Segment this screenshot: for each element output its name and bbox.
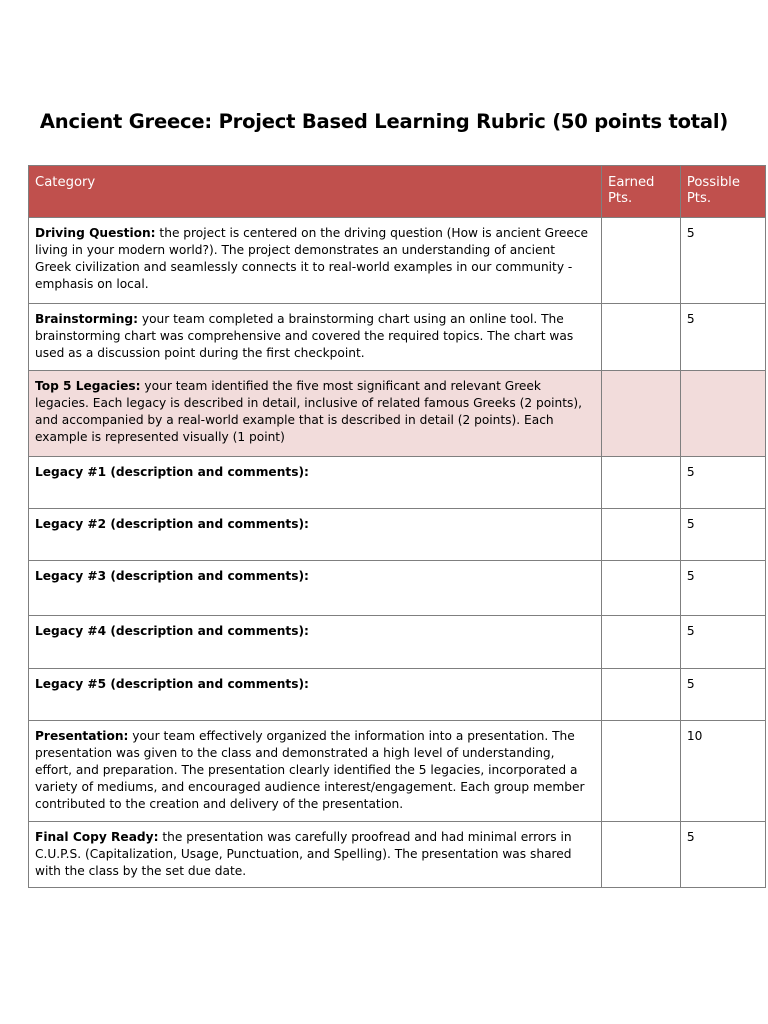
earned-pts-cell[interactable]: [601, 561, 680, 616]
possible-pts-cell: 5: [680, 561, 765, 616]
table-row-legacy-4: [29, 616, 766, 669]
row-description: the project is centered on the driving question (How is ancient Greece living in your modern world?). The project demonstrates an understanding of ancient Greek civilization and seamlessly connects it to real-world examples in our community - emphasis on local.: [35, 226, 589, 291]
table-row-legacy-1: [29, 457, 766, 509]
category-cell: [29, 371, 602, 457]
row-heading: Final Copy Ready:: [35, 830, 159, 844]
earned-pts-cell[interactable]: [601, 509, 680, 561]
earned-pts-cell[interactable]: [601, 721, 680, 822]
possible-pts-cell: 5: [680, 218, 765, 304]
earned-pts-cell[interactable]: [601, 616, 680, 669]
header-possible-pts: Possible Pts.: [680, 166, 765, 218]
earned-pts-cell[interactable]: [601, 669, 680, 721]
earned-pts-cell[interactable]: [601, 822, 680, 888]
category-cell: [29, 218, 602, 304]
row-heading: Legacy #5 (description and comments):: [35, 677, 309, 691]
row-heading: Top 5 Legacies:: [35, 379, 141, 393]
table-row-driving-question: [29, 218, 766, 304]
table-row-brainstorming: [29, 304, 766, 371]
header-earned-pts: Earned Pts.: [601, 166, 680, 218]
earned-pts-cell[interactable]: [601, 371, 680, 457]
table-row-legacy-5: [29, 669, 766, 721]
possible-pts-cell: 5: [680, 822, 765, 888]
header-category: Category: [29, 166, 602, 218]
table-row-legacy-2: [29, 509, 766, 561]
table-row-final-copy-ready: [29, 822, 766, 888]
possible-pts-cell: 10: [680, 721, 765, 822]
possible-pts-cell: 5: [680, 457, 765, 509]
possible-pts-cell: 5: [680, 509, 765, 561]
earned-pts-cell[interactable]: [601, 218, 680, 304]
row-description: your team completed a brainstorming chart using an online tool. The brainstorming chart was comprehensive and covered the required topics. The chart was used as a discussion point during the first checkpoint.: [35, 312, 574, 360]
possible-pts-cell: [680, 371, 765, 457]
row-heading: Presentation:: [35, 729, 129, 743]
row-description: your team effectively organized the information into a presentation. The presentation was given to the class and demonstrated a high level of understanding, effort, and preparation. The presentation clearly identified the 5 legacies, incorporated a variety of mediums, and encouraged audience interest/engagement. Each group member contributed to the creation and delivery of the presentation.: [35, 729, 585, 811]
category-cell: [29, 721, 602, 822]
category-cell: [29, 822, 602, 888]
category-cell: [29, 304, 602, 371]
category-cell: [29, 457, 602, 509]
row-heading: Legacy #1 (description and comments):: [35, 465, 309, 479]
row-heading: Legacy #4 (description and comments):: [35, 624, 309, 638]
row-heading: Legacy #3 (description and comments):: [35, 569, 309, 583]
possible-pts-cell: 5: [680, 669, 765, 721]
page-title: Ancient Greece: Project Based Learning Rubric (50 points total): [39, 110, 729, 133]
possible-pts-cell: 5: [680, 616, 765, 669]
table-row-top-5-legacies: [29, 371, 766, 457]
row-heading: Driving Question:: [35, 226, 156, 240]
table-header-row: [29, 166, 766, 218]
category-cell: [29, 509, 602, 561]
table-row-presentation: [29, 721, 766, 822]
earned-pts-cell[interactable]: [601, 304, 680, 371]
category-cell: [29, 669, 602, 721]
row-heading: Legacy #2 (description and comments):: [35, 517, 309, 531]
row-heading: Brainstorming:: [35, 312, 138, 326]
category-cell: [29, 616, 602, 669]
earned-pts-cell[interactable]: [601, 457, 680, 509]
possible-pts-cell: 5: [680, 304, 765, 371]
category-cell: [29, 561, 602, 616]
table-row-legacy-3: [29, 561, 766, 616]
rubric-table: [28, 165, 766, 888]
row-description: your team identified the five most significant and relevant Greek legacies. Each legacy is described in detail, inclusive of related famous Greeks (2 points), and accompanied by a real-world example that is described in detail (2 points). Each example is represented visually (1 point): [35, 379, 583, 444]
row-description: the presentation was carefully proofread and had minimal errors in C.U.P.S. (Capitalization, Usage, Punctuation, and Spelling). The presentation was shared with the class by the set due date.: [35, 830, 572, 878]
